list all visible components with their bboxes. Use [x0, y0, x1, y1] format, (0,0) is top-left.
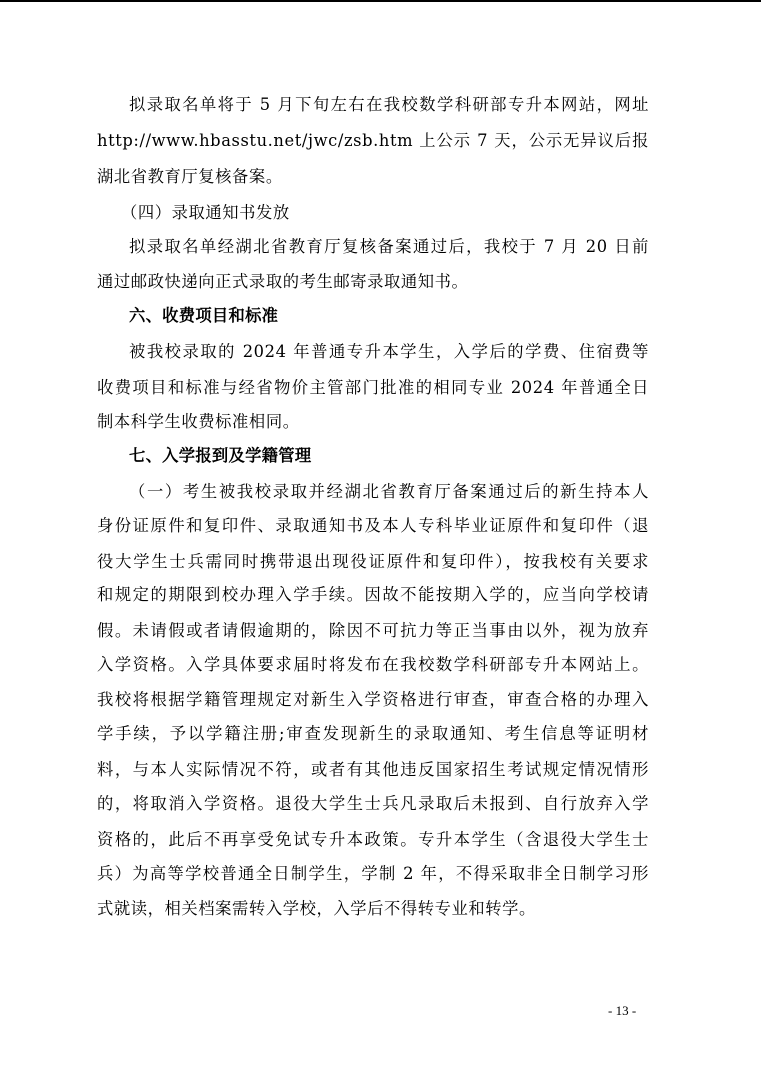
subheading-notice: （四）录取通知书发放	[121, 203, 290, 222]
text-line: 身份证原件和复印件、录取通知书及本人专科毕业证原件和复印件（退	[97, 516, 649, 535]
text-line: 拟录取名单将于 5 月下旬左右在我校数学科研部专升本网站，网址	[129, 95, 649, 114]
text-line: 式就读，相关档案需转入学校，入学后不得转专业和转学。	[97, 899, 536, 918]
text-line: 入学资格。入学具体要求届时将发布在我校数学科研部专升本网站上。	[97, 655, 649, 674]
text-line: 料，与本人实际情况不符，或者有其他违反国家招生考试规定情况情形	[97, 760, 649, 779]
text-line: 湖北省教育厅复核备案。	[97, 167, 283, 186]
text-line: 兵）为高等学校普通全日制学生，学制 2 年，不得采取非全日制学习形	[97, 864, 649, 883]
text-line: 役大学生士兵需同时携带退出现役证原件和复印件），按我校有关要求	[97, 552, 649, 571]
text-line: 我校将根据学籍管理规定对新生入学资格进行审查，审查合格的办理入	[97, 690, 649, 709]
text-line: 收费项目和标准与经省物价主管部门批准的相同专业 2024 年普通全日	[97, 378, 649, 397]
page-number: - 13 -	[608, 1003, 637, 1018]
text-line: 的，将取消入学资格。退役大学生士兵凡录取后未报到、自行放弃入学	[97, 794, 649, 813]
text-line: 和规定的期限到校办理入学手续。因故不能按期入学的，应当向学校请	[97, 585, 649, 604]
text-line: 被我校录取的 2024 年普通专升本学生，入学后的学费、住宿费等	[129, 342, 649, 361]
heading-fees: 六、收费项目和标准	[129, 306, 279, 325]
heading-enrollment: 七、入学报到及学籍管理	[129, 446, 312, 465]
text-line: 制本科学生收费标准相同。	[97, 412, 300, 431]
text-line: 假。未请假或者请假逾期的，除因不可抗力等正当事由以外，视为放弃	[97, 621, 649, 640]
text-line: http://www.hbasstu.net/jwc/zsb.htm 上公示 7 天，公示无异议后报	[97, 131, 649, 150]
text-line: 拟录取名单经湖北省教育厅复核备案通过后，我校于 7 月 20 日前	[129, 237, 649, 256]
text-line: （一）考生被我校录取并经湖北省教育厅备案通过后的新生持本人	[129, 482, 649, 501]
text-line: 通过邮政快递向正式录取的考生邮寄录取通知书。	[97, 272, 469, 291]
text-line: 学手续，予以学籍注册;审查发现新生的录取通知、考生信息等证明材	[97, 724, 649, 743]
text-line: 资格的，此后不再享受免试专升本政策。专升本学生（含退役大学生士	[97, 830, 649, 849]
